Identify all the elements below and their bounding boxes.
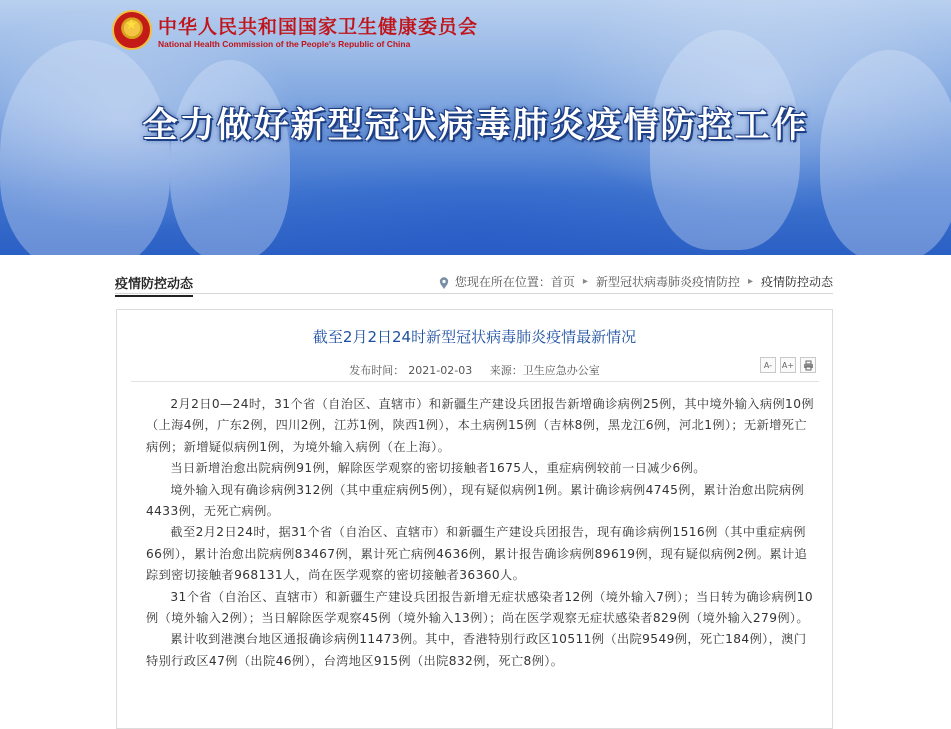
article-paragraph: 31个省（自治区、直辖市）和新疆生产建设兵团报告新增无症状感染者12例（境外输入7例）；当日转为确诊病例10例（境外输入2例）；当日解除医学观察45例（境外输入13例）；尚在医学观察无症状感染者829例（境外输入279例）。	[146, 589, 813, 626]
article-paragraph: 截至2月2日24时，据31个省（自治区、直辖市）和新疆生产建设兵团报告，现有确诊病例1516例（其中重症病例66例），累计治愈出院病例83467例，累计死亡病例4636例，累计报告确诊病例89619例，现有疑似病例2例。累计追踪到密切接触者968131人，尚在医学观察的密切接触者36360人。	[146, 525, 808, 583]
breadcrumb	[437, 273, 833, 290]
article-title: 截至2月2日24时新型冠状病毒肺炎疫情最新情况	[312, 328, 637, 346]
font-increase-label: A+	[781, 360, 795, 370]
banner-background-figure	[820, 50, 951, 255]
article-body	[146, 394, 816, 672]
article-paragraph: 当日新增治愈出院病例91例，解除医学观察的密切接触者1675人，重症病例较前一日减少6例。	[170, 461, 706, 476]
header-banner	[0, 0, 951, 255]
font-decrease-label: A-	[763, 360, 773, 370]
breadcrumb-home[interactable]: 首页	[550, 275, 575, 289]
breadcrumb-epidemic-prevention[interactable]: 新型冠状病毒肺炎疫情防控	[595, 275, 740, 289]
source-label: 来源：	[489, 364, 523, 377]
article-paragraph: 2月2日0—24时，31个省（自治区、直辖市）和新疆生产建设兵团报告新增确诊病例25例，其中境外输入病例10例（上海4例，广东2例，四川2例，江苏1例，陕西1例），本土病例15例（吉林8例，黑龙江6例，河北1例）；无新增死亡病例；新增疑似病例1例，为境外输入病例（在上海）。	[146, 397, 814, 454]
breadcrumb-separator-icon: ▸	[747, 276, 753, 287]
publish-label: 发布时间：	[349, 364, 405, 377]
article-tools	[760, 357, 816, 373]
printer-glyph-icon	[803, 360, 814, 371]
source-value: 卫生应急办公室	[522, 364, 600, 377]
location-icon	[437, 276, 451, 290]
banner-background-figure	[170, 60, 290, 255]
article-paragraph: 境外输入现有确诊病例312例（其中重症病例5例），现有疑似病例1例。累计确诊病例4745例，累计治愈出院病例4433例，无死亡病例。	[146, 482, 805, 519]
font-decrease-icon[interactable]	[760, 357, 776, 373]
font-increase-icon[interactable]	[780, 357, 796, 373]
article-divider	[131, 381, 819, 382]
banner-title: 全力做好新型冠状病毒肺炎疫情防控工作	[142, 106, 809, 146]
article-paragraph: 累计收到港澳台地区通报确诊病例11473例。其中，香港特别行政区10511例（出院9549例，死亡184例），澳门特别行政区47例（出院46例），台湾地区915例（出院832例，死亡8例）。	[146, 632, 807, 668]
article-meta	[117, 362, 832, 378]
section-title[interactable]: 疫情防控动态	[115, 273, 193, 297]
breadcrumb-separator-icon: ▸	[582, 276, 588, 287]
print-icon[interactable]	[800, 357, 816, 373]
article-panel	[116, 309, 833, 729]
national-emblem-icon[interactable]: ★	[112, 10, 152, 50]
org-name-cn[interactable]: 中华人民共和国国家卫生健康委员会	[158, 16, 479, 38]
org-name-en[interactable]: National Health Commission of the People's Republic of China	[158, 39, 411, 49]
publish-date: 2021-02-03	[408, 364, 473, 377]
breadcrumb-current[interactable]: 疫情防控动态	[760, 275, 833, 289]
section-header	[115, 268, 833, 294]
breadcrumb-prefix: 您现在所在位置：	[454, 275, 551, 289]
